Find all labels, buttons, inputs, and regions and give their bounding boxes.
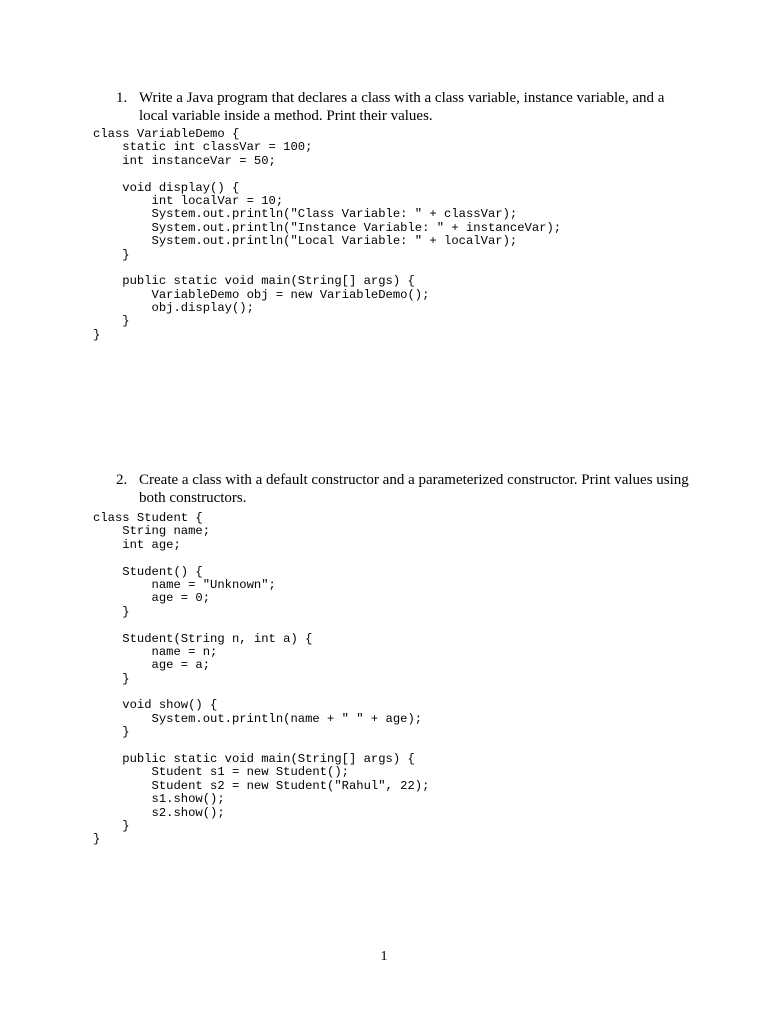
code-line	[93, 619, 429, 632]
code-line	[93, 552, 429, 565]
code-line: }	[93, 671, 130, 686]
code-line: }	[93, 832, 101, 847]
code-line: Student() {	[93, 564, 203, 579]
code-line: class VariableDemo {	[93, 127, 240, 141]
question-text: Write a Java program that declares a class with a class variable, instance variable, and a local variable inside a method. Print their values.	[139, 90, 665, 124]
code-line: name = n;	[93, 644, 218, 659]
code-line: void display() {	[93, 180, 240, 195]
code-line: age = a;	[93, 658, 211, 673]
code-line: public static void main(String[] args) {	[93, 752, 415, 767]
code-line: System.out.println("Class Variable: " + classVar);	[93, 207, 518, 222]
code-line	[93, 262, 561, 275]
code-line: int localVar = 10;	[93, 193, 284, 208]
code-line	[93, 740, 429, 753]
code-line: public static void main(String[] args) {	[93, 274, 415, 289]
code-block-1	[93, 128, 561, 342]
code-line: VariableDemo obj = new VariableDemo();	[93, 287, 430, 302]
code-line: }	[93, 314, 130, 329]
code-line	[93, 168, 561, 181]
code-line: static int classVar = 100;	[93, 140, 313, 155]
code-line: }	[93, 247, 130, 262]
code-line: }	[93, 818, 130, 833]
code-line: }	[93, 604, 130, 619]
page-number: 1	[380, 949, 388, 964]
code-line: System.out.println(name + " " + age);	[93, 711, 423, 726]
code-line: s1.show();	[93, 792, 225, 807]
question-2	[116, 471, 696, 507]
code-line: obj.display();	[93, 301, 254, 316]
code-line: Student(String n, int a) {	[93, 631, 313, 646]
code-line: s2.show();	[93, 805, 225, 820]
code-line: System.out.println("Local Variable: " + localVar);	[93, 234, 518, 249]
code-line: int age;	[93, 537, 181, 552]
code-line: }	[93, 725, 130, 740]
question-number: 2.	[116, 472, 128, 488]
code-line: Student s1 = new Student();	[93, 765, 349, 780]
code-line: System.out.println("Instance Variable: " + instanceVar);	[93, 220, 562, 235]
question-1	[116, 89, 696, 125]
code-line: age = 0;	[93, 591, 211, 606]
code-block-2	[93, 512, 429, 847]
question-number: 1.	[116, 90, 128, 106]
code-line: name = "Unknown";	[93, 577, 276, 592]
question-text: Create a class with a default constructor and a parameterized constructor. Print values using both constructors.	[139, 472, 689, 506]
code-line	[93, 686, 429, 699]
code-line: int instanceVar = 50;	[93, 153, 276, 168]
code-line: }	[93, 327, 101, 342]
code-line: String name;	[93, 524, 211, 539]
code-line: Student s2 = new Student("Rahul", 22);	[93, 778, 430, 793]
code-line: void show() {	[93, 698, 218, 713]
code-line: class Student {	[93, 511, 203, 525]
